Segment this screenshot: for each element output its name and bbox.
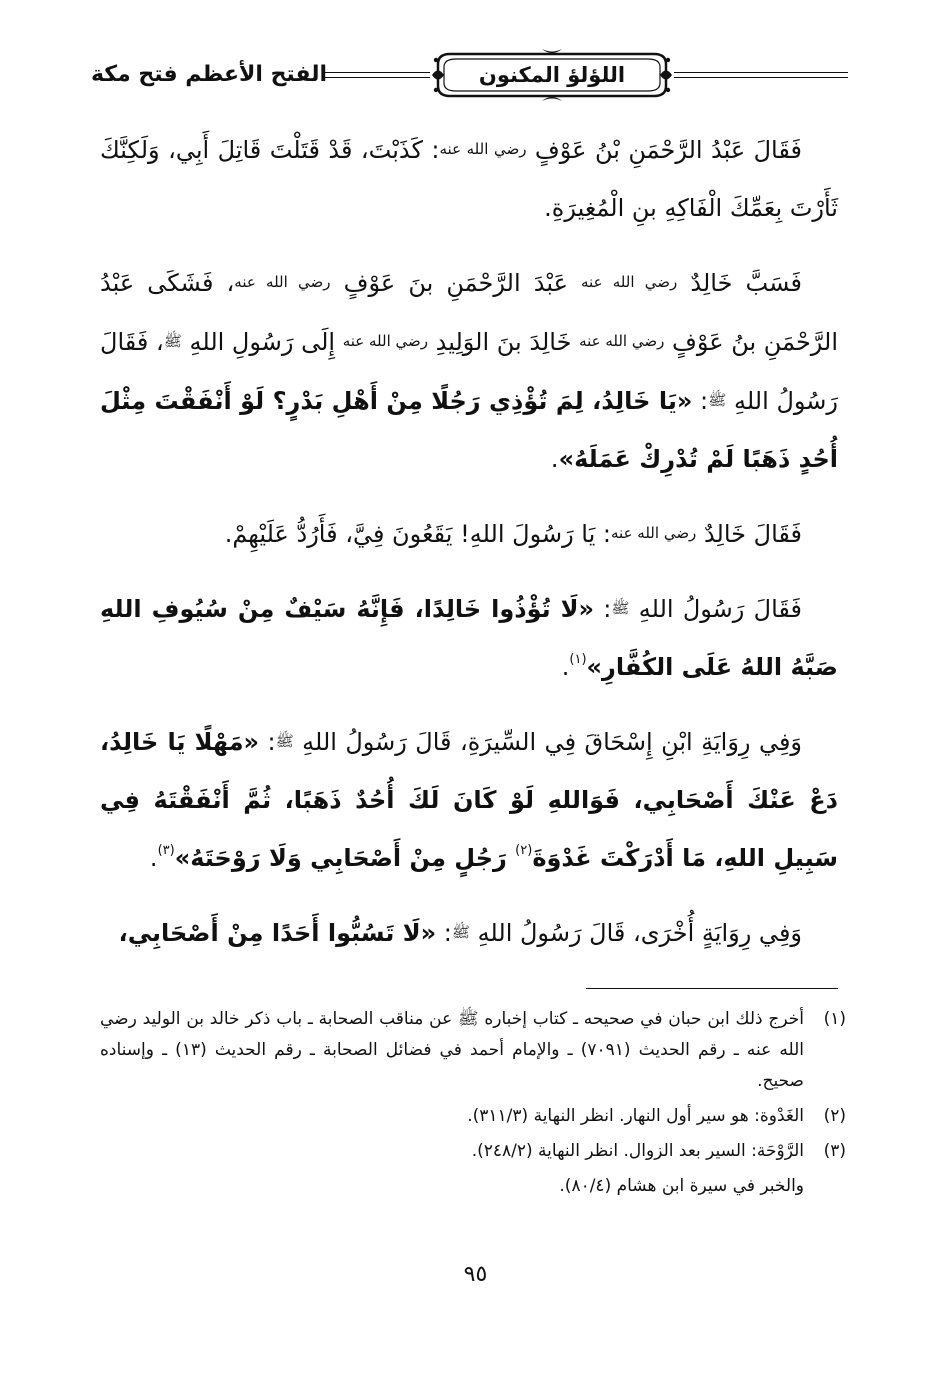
hadith-quote: «مَهْلًا يَا خَالِدُ، دَعْ عَنْكَ أَصْحَابِي، فَوَاللهِ لَوْ كَانَ لَكَ أُحُدٌ ذَهَبًا، ثُمَّ أَنْفَقْتَهُ فِي سَبِيلِ اللهِ، مَا أَدْرَكْتَ غَدْوَةَ [100,728,838,872]
hadith-quote: «يَا خَالِدُ، لِمَ تُؤْذِي رَجُلًا مِنْ أَهْلِ بَدْرٍ؟ لَوْ أَنْفَقْتَ مِثْلَ أُحُدٍ ذَهَبًا لَمْ تُدْرِكْ عَمَلَهُ» [100,387,838,473]
text-run: خَالِدَ بنَ الوَلِيدِ [428,328,580,356]
text-run: وَفِي رِوَايَةٍ أُخْرَى، قَالَ رَسُولُ اللهِ [469,919,802,947]
footnotes [100,1004,846,1202]
hadith-quote: «لَا تُؤْذُوا خَالِدًا، فَإِنَّهُ سَيْفٌ مِنْ سُيُوفِ اللهِ صَبَّهُ اللهُ عَلَى الكُفَّارِ» [100,595,838,681]
text-run: : يَا رَسُولَ اللهِ! يَقَعُونَ فِيَّ، فَأَرُدُّ عَلَيْهِمْ. [224,520,612,548]
paragraph [100,903,838,962]
honorific-glyph: رضي الله عنه [579,332,665,350]
text-run: فَقَالَ خَالِدٌ [696,520,802,548]
text-run: . [550,445,559,473]
honorific-glyph: ﷺ [275,732,294,750]
header-rule-left [322,72,430,78]
text-run: ، فَشَكَى عَبْدُ الرَّحْمَنِ بنُ عَوْفٍ [100,269,838,356]
footnote-number: (١) [823,1009,846,1029]
footnote-1 [100,1004,846,1097]
text-run: ، فَقَالَ رَسُولُ اللهِ [100,328,838,415]
paragraph [100,120,838,237]
hadith-quote: رَجُلٍ مِنْ أَصْحَابِي وَلَا رَوْحَتَهُ» [174,844,516,872]
footnote-number: (٣) [823,1141,846,1161]
footnote-extra-note: والخبر في سيرة ابن هشام (٨٠/٤). [559,1176,804,1196]
footnote-3 [100,1136,846,1167]
text-run: فَسَبَّ خَالِدٌ [677,269,802,297]
hadith-quote: «لَا تَسُبُّوا أَحَدًا مِنْ أَصْحَابِي، [118,919,437,947]
book-title-cartouche [430,48,674,102]
text-run: . [561,653,570,681]
text-run: . [149,844,158,872]
footnote-marker: (٢) [515,843,533,858]
footnote-text: الغَدْوة: هو سير أول النهار. انظر النهاية (٣١١/٣). [467,1106,804,1126]
text-run: عَبْدَ الرَّحْمَنِ بنَ عَوْفٍ [330,269,581,297]
footnote-text: الرَّوْحَة: السير بعد الزوال. انظر النهاية (٢٤٨/٢). [471,1141,804,1161]
honorific-glyph: رضي الله عنه [611,524,697,542]
honorific-glyph: رضي الله عنه [342,332,428,350]
header-rule-right [674,72,848,78]
honorific-glyph: رضي الله عنه [234,273,331,291]
honorific-glyph: ﷺ [163,332,182,350]
footnote-number: (٢) [823,1106,846,1126]
paragraph [100,579,838,696]
honorific-glyph: رضي الله عنه [581,273,678,291]
footnote-2 [100,1101,846,1132]
honorific-glyph: رضي الله عنه [439,140,527,158]
text-run: فَقَالَ رَسُولُ اللهِ [629,595,803,623]
honorific-glyph: ﷺ [708,391,727,409]
text-run: : [259,728,276,756]
text-run: : [692,387,709,415]
footnote-text: أخرج ذلك ابن حبان في صحيحه ـ كتاب إخباره ﷺ عن مناقب الصحابة ـ باب ذكر خالد بن الوليد رضي الله عنه ـ رقم الحديث (٧٠٩١) ـ والإمام أحمد في فضائل الصحابة ـ رقم الحديث (١٣) ـ وإسناده صحيح. [100,1009,804,1091]
paragraph [100,253,838,488]
text-run: إِلَى رَسُولِ اللهِ [181,328,343,356]
page-number: ٩٥ [463,1262,488,1287]
honorific-glyph: ﷺ [451,923,470,941]
paragraph [100,504,838,563]
book-title: اللؤلؤ المكنون [478,63,626,87]
paragraph [100,712,838,887]
text-run: : [594,595,612,623]
page-header [90,48,848,102]
text-run: وَفِي رِوَايَةِ ابْنِ إِسْحَاقَ فِي السِّيرَةِ، قَالَ رَسُولُ اللهِ [293,728,803,756]
footnote-marker: (٣) [157,843,175,858]
text-run: فَقَالَ عَبْدُ الرَّحْمَنِ بْنُ عَوْفٍ [526,136,802,164]
footnote-separator [586,988,838,989]
text-run: : كَذَبْتَ، قَدْ قَتَلْتَ قَاتِلَ أَبِي، وَلَكِنَّكَ ثَأَرْتَ بِعَمِّكَ الْفَاكِهِ بنِ الْمُغِيرَةِ. [100,136,838,222]
chapter-title: الفتح الأعظم فتح مكة [96,58,322,90]
honorific-glyph: ﷺ [611,599,630,617]
footnote-marker: (١) [569,652,587,667]
text-run: : [436,919,452,947]
main-text [100,120,838,978]
